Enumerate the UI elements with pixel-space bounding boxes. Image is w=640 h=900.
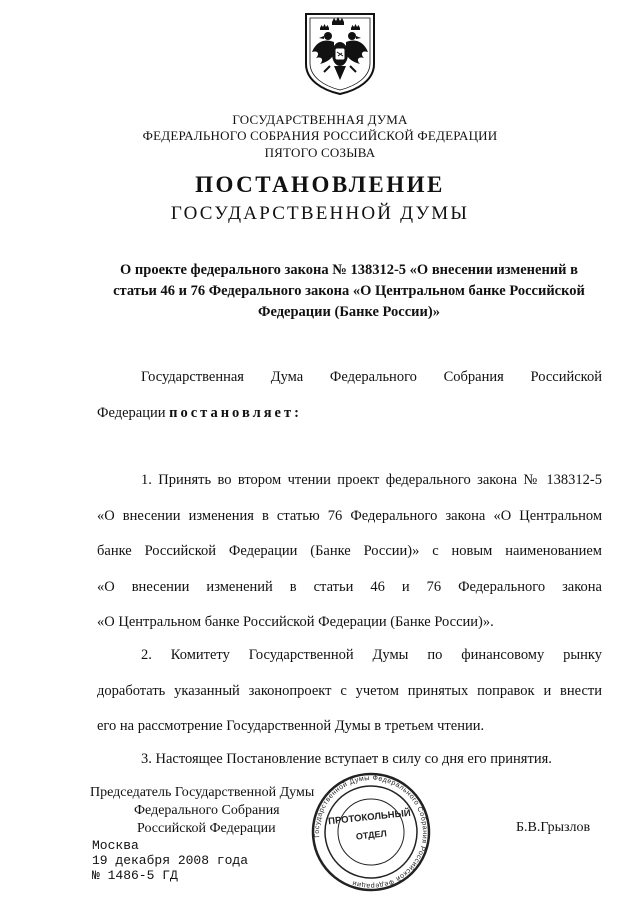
footer-number: № 1486-5 ГД: [92, 868, 178, 883]
signer-name: Б.В.Грызлов: [516, 820, 591, 835]
resolution-subject: [96, 260, 602, 323]
stamp-icon: [296, 770, 446, 894]
item-2: [97, 638, 602, 745]
paragraph-line: «О внесении изменений в статьи 46 и 76 Федерального закона: [97, 578, 602, 595]
document-subtitle: ГОСУДАРСТВЕННОЙ ДУМЫ: [170, 203, 470, 224]
signature-title-line-1: Председатель Государственной Думы: [90, 785, 315, 800]
paragraph-line: его на рассмотрение Государственной Думы в третьем чтении.: [97, 718, 485, 734]
paragraph-line: «О внесении изменения в статью 76 Федерального закона «О Центральном: [97, 507, 602, 524]
stamp-top-text: ПРОТОКОЛЬНЫЙ: [327, 807, 412, 828]
intro-paragraph: [97, 360, 602, 431]
signature-title-line-3: Российской Федерации: [137, 821, 276, 836]
paragraph-line: «О Центральном банке Российской Федерации (Банке России)».: [97, 614, 494, 630]
paragraph-line: Государственная Дума Федерального Собрания Российской: [141, 369, 602, 385]
item-1: [97, 463, 602, 641]
footer-city: Москва: [92, 838, 139, 853]
document-title: ПОСТАНОВЛЕНИЕ: [195, 172, 445, 197]
paragraph-line: банке Российской Федерации (Банке России)» с новым наименованием: [97, 543, 602, 559]
paragraph-line: доработать указанный законопроект с учетом принятых поправок и внести: [97, 682, 602, 699]
paragraph-line: 1. Принять во втором чтении проект федерального закона № 138312-5: [141, 472, 602, 488]
paragraph-line: [97, 396, 602, 432]
paragraph-line: 3. Настоящее Постановление вступает в силу со дня его принятия.: [141, 751, 552, 767]
footer-date: 19 декабря 2008 года: [92, 853, 249, 868]
resolves-word: постановляет:: [169, 404, 302, 421]
header-line-3: ПЯТОГО СОЗЫВА: [264, 145, 376, 160]
header-line-2: ФЕДЕРАЛЬНОГО СОБРАНИЯ РОССИЙСКОЙ ФЕДЕРАЦИИ: [142, 128, 498, 143]
signature-title-line-2: Федерального Собрания: [134, 803, 280, 818]
stamp-center-text: ОТДЕЛ: [355, 828, 388, 842]
header-line-1: ГОСУДАРСТВЕННАЯ ДУМА: [232, 112, 408, 127]
subject-line: статьи 46 и 76 Федерального закона «О Центральном банке Российской: [113, 283, 585, 299]
paragraph-line: 2. Комитету Государственной Думы по финансовому рынку: [141, 647, 602, 663]
subject-line: О проекте федерального закона № 138312-5 «О внесении изменений в: [120, 262, 578, 278]
intro-prefix: Федерации: [97, 404, 166, 421]
coat-of-arms-icon: [298, 8, 382, 96]
subject-line: Федерации (Банке России)»: [258, 304, 440, 320]
stamp-ring-text: Государственной Думы Федерального Собрания Российской Федерации: [313, 774, 429, 890]
